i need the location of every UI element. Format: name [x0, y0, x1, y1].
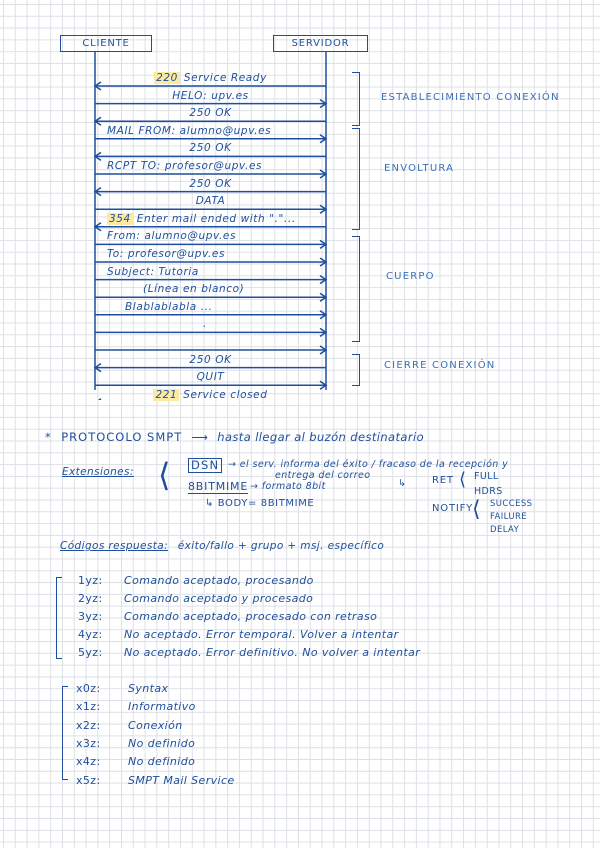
- protocol-line: [45, 430, 424, 444]
- message-text: RCPT TO: profesor@upv.es: [107, 160, 263, 172]
- message-label: [95, 107, 326, 119]
- phase-bracket-1: [352, 72, 360, 126]
- phase-label-1: ESTABLECIMIENTO CONEXIÓN: [381, 92, 560, 103]
- full-option: FULL: [474, 471, 499, 482]
- message-label: [95, 178, 326, 190]
- notify-term: NOTIFY: [432, 503, 474, 514]
- group-id: x5z:: [76, 773, 101, 787]
- phase-label-2: ENVOLTURA: [384, 163, 455, 174]
- message-label: [95, 213, 326, 225]
- phase-bracket-2: [352, 128, 360, 230]
- codes-line: [60, 540, 384, 552]
- code-desc: Comando aceptado y procesado: [124, 592, 314, 605]
- message-text: 250 OK: [189, 177, 232, 190]
- code-desc: Comando aceptado, procesado con retraso: [124, 610, 378, 623]
- codes-label: Códigos respuesta:: [60, 540, 169, 552]
- message-label: [95, 248, 326, 260]
- code-desc: No aceptado. Error definitivo. No volver a intentar: [124, 646, 421, 659]
- group-id: x2z:: [76, 718, 101, 732]
- message-text: Enter mail ended with "."...: [132, 212, 296, 225]
- message-text: 250 OK: [189, 107, 232, 120]
- extensions-label: Extensiones:: [62, 466, 134, 478]
- message-text: From: alumno@upv.es: [107, 230, 237, 243]
- group-id: x0z:: [76, 682, 101, 695]
- failure-option: FAILURE: [490, 512, 528, 522]
- group-id: x1z:: [76, 700, 101, 714]
- message-text: Service closed: [179, 388, 268, 401]
- message-label: [95, 283, 326, 295]
- message-text: 250 OK: [189, 353, 232, 366]
- code-id: 4yz:: [78, 628, 103, 641]
- group-row: [76, 719, 183, 732]
- hdrs-option: HDRS: [474, 486, 503, 497]
- dsn-desc: → el serv. informa del éxito / fracaso de la recepción y: [228, 459, 509, 470]
- groups-bracket: [62, 686, 68, 780]
- message-label: [95, 389, 326, 401]
- group-desc: Informativo: [128, 700, 196, 714]
- code-row: [78, 610, 377, 623]
- ret-brace: ⟨: [459, 469, 467, 490]
- status-code-highlight: 354: [109, 212, 131, 225]
- body-line: ↳ BODY= 8BITMIME: [205, 498, 315, 509]
- message-label: [95, 230, 326, 242]
- group-desc: Syntax: [128, 682, 169, 695]
- code-row: [78, 628, 399, 641]
- client-label: CLIENTE: [82, 38, 130, 49]
- message-text: Subject: Tutoria: [107, 265, 199, 278]
- bitmime-desc: → formato 8bit: [250, 481, 326, 492]
- message-text: HELO: upv.es: [172, 89, 249, 102]
- phase-bracket-3: [352, 236, 360, 342]
- message-label: [95, 160, 326, 172]
- message-text: Blablablabla ...: [125, 300, 213, 313]
- bitmime-term: 8BITMIME: [188, 480, 249, 493]
- server-label: SERVIDOR: [291, 38, 350, 49]
- hook-arrow: ↳: [398, 478, 407, 489]
- code-id: 5yz:: [78, 646, 103, 659]
- message-label: [95, 195, 326, 207]
- message-text: Service Ready: [179, 72, 267, 84]
- code-id: 3yz:: [78, 610, 103, 623]
- group-desc: No definido: [128, 755, 196, 769]
- group-row: [76, 737, 195, 750]
- notify-brace: ⟨: [472, 497, 481, 522]
- message-text: 250 OK: [189, 142, 232, 155]
- message-label: [95, 125, 326, 137]
- status-code-highlight: 220: [156, 72, 178, 84]
- message-label: [95, 142, 326, 154]
- dsn-term: DSN: [188, 458, 222, 473]
- protocol-desc: hasta llegar al buzón destinatario: [217, 430, 425, 444]
- phase-bracket-4: [352, 354, 360, 386]
- message-label: [95, 72, 326, 84]
- success-option: SUCCESS: [490, 499, 533, 509]
- message-text: .: [203, 318, 207, 331]
- codes-desc: éxito/fallo + grupo + msj. específico: [177, 540, 385, 552]
- group-row: [76, 774, 235, 787]
- protocol-arrow: ⟶: [191, 430, 209, 444]
- group-id: x3z:: [76, 736, 101, 750]
- ret-term: RET: [432, 475, 454, 486]
- protocol-title: PROTOCOLO SMPT: [61, 430, 183, 444]
- group-desc: No definido: [128, 736, 196, 750]
- message-label: [95, 90, 326, 102]
- code-id: 2yz:: [78, 592, 103, 605]
- dsn-desc-2: entrega del correo: [275, 470, 371, 481]
- message-label: [95, 354, 326, 366]
- message-label: [95, 371, 326, 383]
- message-text: To: profesor@upv.es: [107, 248, 226, 260]
- group-row: [76, 682, 168, 695]
- star-bullet: *: [45, 430, 52, 444]
- message-text: DATA: [195, 195, 226, 208]
- code-id: 1yz:: [78, 574, 103, 587]
- code-row: [78, 574, 314, 587]
- code-row: [78, 646, 420, 659]
- codes-bracket: [56, 577, 62, 659]
- group-desc: Conexión: [128, 718, 183, 732]
- code-desc: No aceptado. Error temporal. Volver a intentar: [124, 628, 399, 641]
- group-row: [76, 700, 196, 713]
- group-desc: SMPT Mail Service: [128, 773, 235, 787]
- message-text: MAIL FROM: alumno@upv.es: [107, 124, 272, 137]
- group-row: [76, 755, 195, 768]
- phase-label-4: CIERRE CONEXIÓN: [384, 360, 496, 371]
- group-id: x4z:: [76, 755, 101, 769]
- phase-label-3: CUERPO: [386, 271, 435, 282]
- message-label: [95, 266, 326, 278]
- code-row: [78, 592, 313, 605]
- delay-option: DELAY: [490, 525, 520, 535]
- status-code-highlight: 221: [155, 388, 178, 401]
- message-text: (Línea en blanco): [143, 283, 245, 296]
- extensions-brace: ⟨: [158, 456, 171, 494]
- code-desc: Comando aceptado, procesando: [124, 574, 314, 587]
- message-label: [95, 318, 326, 330]
- message-text: QUIT: [196, 371, 225, 384]
- message-label: [95, 301, 326, 313]
